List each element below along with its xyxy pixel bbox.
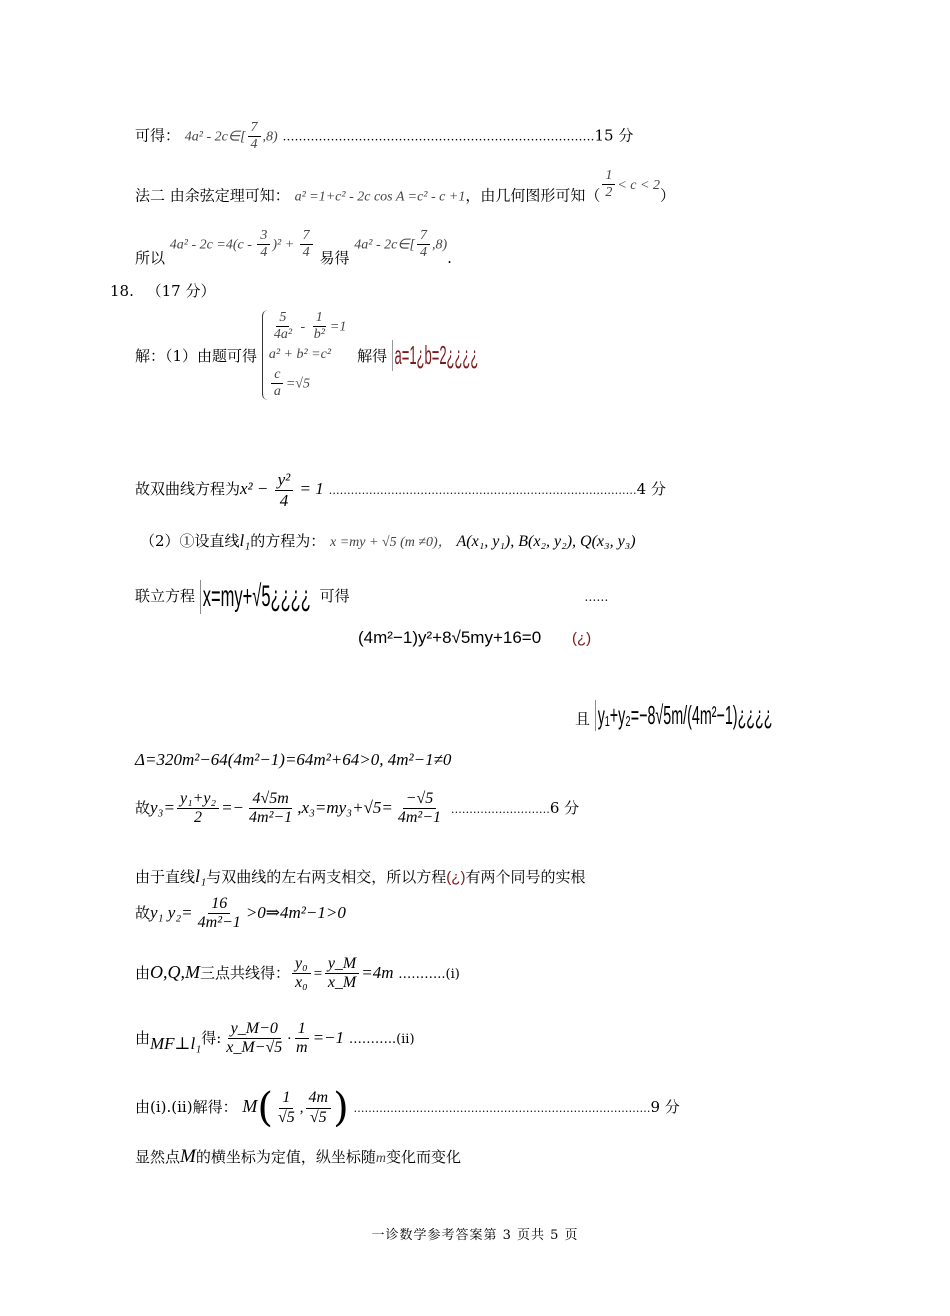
line-hyperbola [135, 470, 666, 510]
numerator: 4√5m [249, 790, 291, 809]
numerator: 1 [602, 168, 615, 185]
label-text: 所以 [135, 248, 166, 267]
numerator: y² [275, 470, 294, 491]
math-expr: a² =1+c² - 2c cos A =c² - c +1 [294, 189, 466, 205]
fraction [177, 790, 219, 828]
equation-tag: (¿) [446, 869, 466, 886]
label-text: ） [659, 186, 675, 205]
leader-dots: ……………………………………………………………………… [353, 1102, 651, 1115]
line-part1-system [135, 310, 565, 400]
math-expr: y₃= [150, 797, 175, 817]
math-expr: ,x₃=my₃+√5= [297, 797, 393, 817]
denominator: a [273, 384, 281, 400]
math-expr: =1 [329, 319, 347, 335]
denominator: x_M [327, 974, 357, 992]
label-text: 三点共线得： [200, 963, 291, 982]
denominator: m [296, 1039, 308, 1057]
label-text: 显然点 [135, 1148, 181, 1166]
math-expr: =4m [361, 962, 394, 982]
math-expr: 4a² - 2c∈[ [184, 129, 246, 145]
line-so [135, 228, 452, 267]
fraction [417, 228, 430, 261]
line-sum-roots [575, 700, 918, 731]
question-header [110, 280, 216, 301]
denominator: 4m²−1 [197, 914, 241, 932]
label-text: . [447, 248, 452, 267]
equation-tag: ………..(ii) [348, 1031, 415, 1047]
fraction [306, 1089, 332, 1127]
score-label: 15 分 [594, 126, 634, 145]
label-text: 联立方程 [135, 587, 196, 605]
math-expr: 4a² - 2c =4(c - [169, 237, 256, 253]
denominator: 4 [279, 490, 289, 510]
numerator: y_M−0 [228, 1020, 281, 1039]
label-text: 且 [575, 710, 591, 728]
garbled-equation: y₁+y₂=−8√5m/(4m²−1)¿¿¿¿ [595, 700, 773, 731]
denominator: x_M−√5 [226, 1039, 283, 1057]
math-expr: x =my + √5 (m ≠0)， [329, 535, 452, 550]
math-expr: (4m²−1)y²+8√5my+16=0 [358, 628, 542, 647]
math-expr: >0⇒4m²−1>0 [245, 902, 346, 922]
leader-dots: …………………………………………………………………… [282, 129, 595, 144]
denominator: 2 [605, 185, 613, 201]
math-expr: · [287, 1030, 292, 1047]
denominator: 4 [250, 137, 258, 153]
denominator: b² [313, 327, 325, 343]
denominator: 4m²−1 [249, 809, 293, 827]
numerator: y_M [325, 955, 359, 974]
math-expr: O,Q,M [150, 961, 201, 982]
label-text: 易得 [319, 248, 350, 267]
label-text: 故双曲线方程为 [135, 480, 241, 499]
fraction [257, 228, 270, 261]
equation-2: a² + b² =c² [268, 347, 332, 363]
numerator: 1 [295, 1020, 309, 1039]
math-expr: y₁ y₂= [150, 902, 193, 922]
math-expr: =√5 [285, 376, 310, 392]
fraction [271, 310, 295, 343]
fraction [293, 1020, 311, 1058]
denominator: 4 [302, 245, 310, 261]
fraction [275, 1089, 298, 1127]
line-conclusion [135, 1146, 461, 1168]
score-label: 6 分 [549, 798, 580, 817]
question-score: （17 分） [146, 282, 216, 300]
fraction [223, 1020, 285, 1058]
label-text: ，由几何图形可知（ [465, 186, 601, 205]
numerator: c [271, 367, 283, 384]
label-text: 由(i).(ii)解得： [135, 1098, 238, 1116]
numerator: 1 [313, 310, 326, 327]
fraction [195, 895, 244, 933]
math-expr: =−1 [312, 1027, 345, 1047]
denominator: 2 [194, 809, 203, 827]
line-collinear [135, 955, 460, 993]
math-expr: MF⊥l₁ [150, 1033, 202, 1053]
fraction [292, 955, 311, 993]
line-crossing [135, 866, 585, 887]
denominator: 4a² [273, 327, 293, 343]
numerator: 5 [276, 310, 289, 327]
math-expr: = [312, 965, 323, 982]
equation-1: $\frac{5}{\text{4a²}}$ - $\frac{1}{\text{b²}}$ =1 [269, 310, 347, 343]
label-text: （2）①设直线 [140, 532, 240, 550]
numerator: 3 [257, 228, 270, 245]
math-expr: < c < 2 [617, 177, 660, 193]
label-text: 解得 [357, 346, 388, 365]
line-M-solution: 由(i).(ii)解得： M( $\frac{1}{√5}$ , $\frac{4m}{√5}$ ) ………………………………………………………………………9 分 [135, 1085, 680, 1131]
label-text: 故 [135, 903, 151, 922]
equation-tag: (¿) [571, 630, 592, 647]
math-var: l₁ [195, 866, 207, 886]
numerator: y₀ [292, 955, 311, 974]
line-part2-setup [140, 530, 636, 551]
label-text: 由于直线 [135, 868, 196, 886]
line-discriminant [135, 750, 451, 770]
line-perpendicular [135, 1020, 415, 1058]
label-text: 由 [135, 1028, 151, 1047]
numerator: 7 [417, 228, 430, 245]
numerator: −√5 [403, 790, 437, 809]
math-expr: = 1 [295, 479, 324, 499]
numerator: 16 [208, 895, 230, 914]
label-text: 有两个同号的实根 [465, 868, 586, 886]
fraction [395, 790, 444, 828]
denominator: √5 [309, 1108, 327, 1126]
math-expr: Δ=320m²−64(4m²−1)=64m²+64>0, 4m²−1≠0 [135, 750, 452, 769]
math-var: m [375, 1151, 386, 1166]
line-range-result [135, 120, 633, 153]
denominator: 4 [419, 245, 427, 261]
numerator: 7 [248, 120, 261, 137]
page-footer: 一诊数学参考答案第 3 页共 5 页 [371, 1228, 579, 1243]
math-expr: x² − [240, 479, 273, 499]
fraction [311, 310, 328, 343]
garbled-equation: x=my+√5¿¿¿¿ [200, 580, 263, 614]
numerator: 1 [279, 1089, 293, 1108]
equation-system [262, 310, 347, 400]
label-text: 的横坐标为定值，纵坐标随 [195, 1148, 376, 1166]
fraction [325, 955, 359, 993]
line-joint-equation [135, 580, 608, 614]
fraction [271, 367, 284, 400]
math-expr: )² + [272, 237, 298, 253]
line-y3 [135, 790, 579, 828]
equation-3 [269, 367, 347, 400]
math-var: M [242, 1096, 258, 1116]
question-number: 18. [110, 282, 134, 300]
score-label: 9 分 [650, 1098, 680, 1116]
denominator: 4m²−1 [397, 809, 442, 827]
label-text: 解：（1）由题可得 [135, 346, 258, 365]
math-expr: ,8) [431, 237, 448, 253]
leader-dots: ……………………… [450, 802, 550, 816]
label-text: 可得 [319, 587, 350, 605]
math-expr: ,8) [262, 129, 278, 145]
math-var: l₁ [239, 531, 251, 550]
math-var: M [180, 1146, 196, 1167]
denominator: 4 [260, 245, 268, 261]
line-method-two [135, 168, 675, 213]
numerator: y₁+y₂ [177, 790, 219, 809]
numerator: 7 [300, 228, 313, 245]
math-expr: =− [221, 797, 245, 817]
garbled-equation: a=1¿b=2¿¿¿¿ [392, 340, 478, 371]
fraction [602, 168, 615, 201]
label-text: 与双曲线的左右两支相交，所以方程 [206, 868, 447, 886]
label-text: 法二 由余弦定理可知： [135, 186, 290, 205]
line-quadratic [358, 628, 591, 648]
label-text: 的方程为： [250, 532, 326, 550]
label-text: 由 [135, 963, 151, 982]
label-text: 变化而变化 [385, 1148, 461, 1166]
equation-tag: ………..(i) [398, 966, 460, 982]
math-expr: 4a² - 2c∈[ [354, 237, 415, 253]
label-text: 可得： [135, 126, 181, 145]
line-product-roots [135, 895, 346, 933]
fraction [300, 228, 313, 261]
fraction [275, 470, 294, 510]
leader-dots: …… [584, 590, 609, 604]
fraction [248, 120, 261, 153]
numerator: 4m [306, 1089, 332, 1108]
math-expr: A(x₁, y₁), B(x₂, y₂), Q(x₃, y₃) [456, 533, 636, 550]
denominator: √5 [277, 1108, 295, 1126]
denominator: x₀ [295, 974, 308, 992]
fraction [246, 790, 295, 828]
label-text: 故 [135, 798, 151, 817]
label-text: 得: [201, 1028, 222, 1047]
leader-dots: ………………………………………………………………………… [328, 484, 637, 498]
score-label: 4 分 [636, 480, 666, 499]
